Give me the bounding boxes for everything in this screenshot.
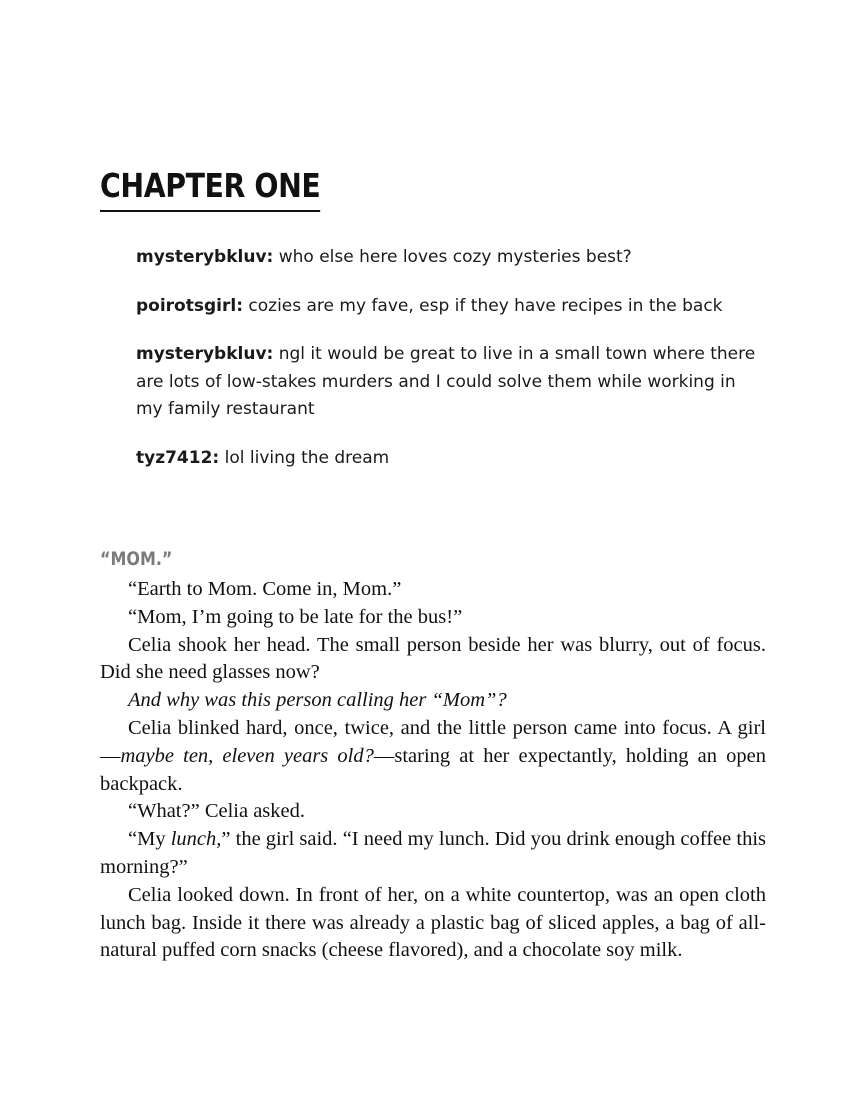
chapter-title: CHAPTER ONE <box>100 166 320 212</box>
chat-message <box>136 445 766 473</box>
story-paragraph <box>100 826 766 882</box>
story-paragraph: “Earth to Mom. Come in, Mom.” <box>128 578 402 600</box>
story-paragraph: “What?” Celia asked. <box>128 800 306 823</box>
paragraph-text: “My <box>128 828 171 851</box>
chat-message <box>136 293 766 321</box>
chat-username: tyz7412: <box>136 447 220 468</box>
chat-message <box>136 244 766 272</box>
chat-text: lol living the dream <box>219 447 390 468</box>
chat-message <box>136 341 766 424</box>
italic-phrase: maybe ten, eleven years old? <box>120 744 374 767</box>
chat-username: poirotsgirl: <box>136 295 243 316</box>
story-paragraph: Celia shook her head. The small person beside her was blurry, out of focus. Did she need glasses now? <box>100 633 766 684</box>
paragraph-text: Celia blinked hard, once, twice, and the little person came into focus. A girl— <box>100 716 766 767</box>
chat-username: mysterybkluv: <box>136 247 274 267</box>
chat-text: ngl it would be great to live in a small town where there are lots of low-stakes murders and I could solve them while working in my family restaurant <box>136 344 756 419</box>
chat-username: mysterybkluv: <box>136 344 274 364</box>
paragraph-text: ” the girl said. “I need my lunch. Did you drink enough coffee this morning?” <box>100 828 766 878</box>
italic-thought: And why was this person calling her “Mom”? <box>128 689 507 712</box>
chat-transcript <box>136 244 766 493</box>
story-paragraph: “Mom, I’m going to be late for the bus!” <box>128 605 463 628</box>
story-paragraph: Celia looked down. In front of her, on a white countertop, was an open cloth lunch bag. Inside it there was already a plastic bag of sliced apples, a bag of all-natural puffed corn snacks (cheese flavored), and a chocolate soy milk. <box>100 883 766 962</box>
chat-text: who else here loves cozy mysteries best? <box>273 247 632 267</box>
story-paragraph <box>100 715 766 798</box>
italic-word: lunch, <box>170 828 222 851</box>
chat-text: cozies are my fave, esp if they have recipes in the back <box>243 295 723 316</box>
paragraph-text: —staring at her expectantly, holding an open backpack. <box>100 744 766 795</box>
story-paragraph <box>100 687 766 715</box>
story-body <box>100 576 766 965</box>
story-lead-word: “MOM.” <box>100 548 173 570</box>
